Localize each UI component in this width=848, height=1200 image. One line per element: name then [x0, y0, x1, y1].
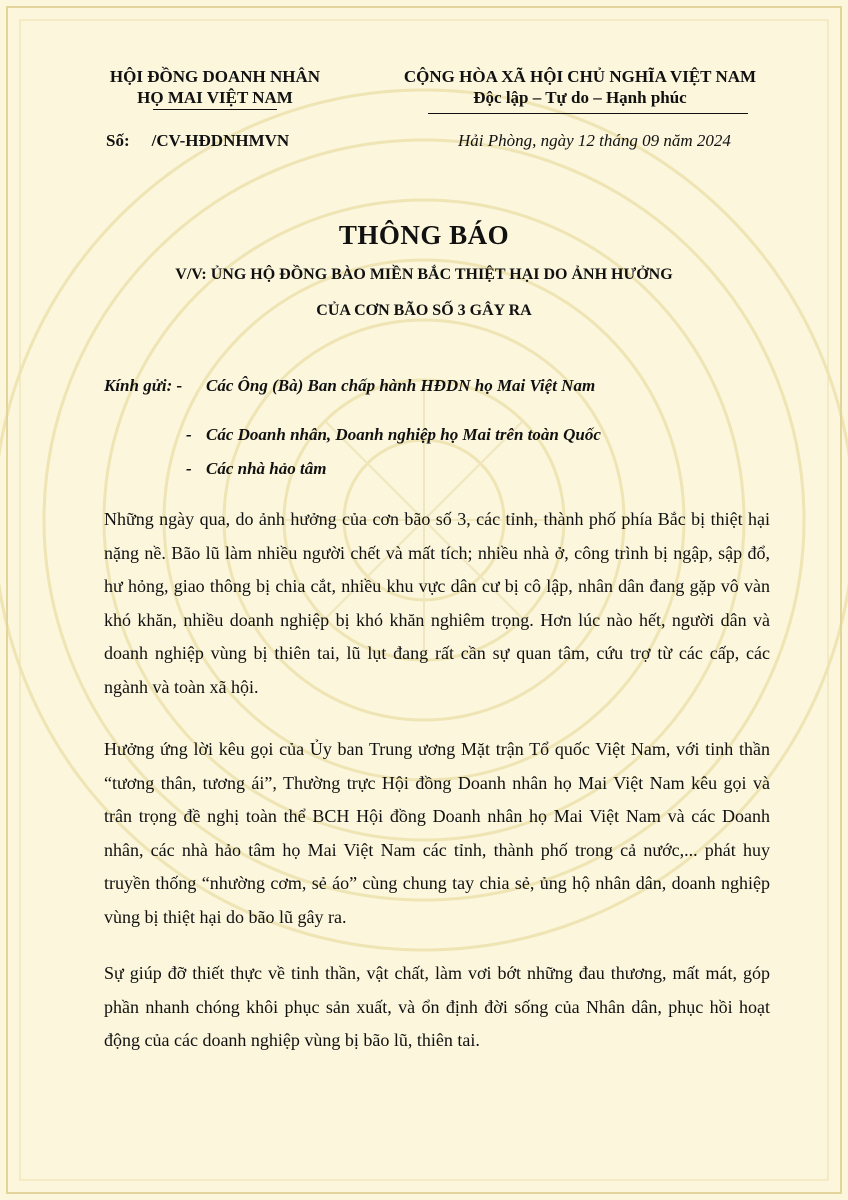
recipient-text: Các Ông (Bà) Ban chấp hành HĐDN họ Mai Việt Nam — [206, 376, 596, 395]
organization-header — [70, 66, 360, 108]
body-paragraph-3 — [104, 957, 770, 1058]
recipient-2 — [186, 425, 601, 445]
motto-underline — [428, 113, 748, 114]
recipient-1 — [104, 376, 595, 396]
org-name-line1: HỘI ĐỒNG DOANH NHÂN — [109, 67, 321, 86]
paragraph-text: Hưởng ứng lời kêu gọi của Ủy ban Trung ương Mặt trận Tổ quốc Việt Nam, với tinh thần “tương thân, tương ái”, Thường trực Hội đồng Doanh nhân họ Mai Việt Nam kêu gọi và trân trọng đề nghị toàn thể BCH Hội đồng Doanh nhân họ Mai Việt Nam và các Doanh nhân, các nhà hảo tâm họ Mai Việt Nam các tỉnh, thành phố trong cả nước,... phát huy truyền thống “nhường cơm, sẻ áo” cùng chung tay chia sẻ, ủng hộ nhân dân, doanh nghiệp vùng bị thiệt hại do bão lũ gây ra. — [104, 739, 770, 927]
body-paragraph-2 — [104, 733, 770, 934]
number-label: Số: — [106, 131, 130, 150]
org-name-line2: HỌ MAI VIỆT NAM — [137, 88, 293, 107]
body-paragraph-1 — [104, 503, 770, 704]
document-date: Hải Phòng, ngày 12 tháng 09 năm 2024 — [458, 131, 731, 150]
recipient-text: Các nhà hảo tâm — [206, 459, 327, 478]
document-title: THÔNG BÁO — [338, 220, 510, 250]
recipient-dash: - — [186, 425, 192, 444]
paragraph-text: Những ngày qua, do ảnh hưởng của cơn bão số 3, các tỉnh, thành phố phía Bắc bị thiệt hại nặng nề. Bão lũ làm nhiều người chết và mất tích; nhiều nhà ở, công trình bị ngập, sập đổ, hư hỏng, giao thông bị chia cắt, nhiều khu vực dân cư bị cô lập, nhân dân đang gặp vô vàn khó khăn, nhiều doanh nghiệp bị khó khăn nghiêm trọng. Hơn lúc nào hết, người dân và doanh nghiệp vùng bị thiên tai, lũ lụt đang rất cần sự quan tâm, cứu trợ từ các cấp, các ngành và toàn xã hội. — [104, 509, 770, 697]
recipient-label: Kính gửi: - — [104, 376, 183, 395]
org-underline — [153, 109, 277, 110]
recipient-text: Các Doanh nhân, Doanh nghiệp họ Mai trên toàn Quốc — [206, 425, 601, 444]
paragraph-text: Sự giúp đỡ thiết thực về tinh thần, vật chất, làm vơi bớt những đau thương, mất mát, góp phần nhanh chóng khôi phục sản xuất, và ổn định đời sống của Nhân dân, phục hồi hoạt động của các doanh nghiệp vùng bị bão lũ, thiên tai. — [104, 963, 770, 1050]
document-number — [106, 131, 289, 151]
nation-name: CỘNG HÒA XÃ HỘI CHỦ NGHĨA VIỆT NAM — [403, 67, 757, 86]
recipient-dash: - — [186, 459, 192, 478]
recipient-3 — [186, 459, 326, 479]
national-header — [360, 66, 800, 108]
subject-line-1: V/V: ỦNG HỘ ĐỒNG BÀO MIỀN BẮC THIỆT HẠI DO ẢNH HƯỞNG — [175, 266, 673, 283]
national-motto: Độc lập – Tự do – Hạnh phúc — [473, 88, 687, 107]
subject-line-2: CỦA CƠN BÃO SỐ 3 GÂY RA — [316, 302, 532, 319]
number-value: /CV-HĐDNHMVN — [151, 131, 290, 150]
